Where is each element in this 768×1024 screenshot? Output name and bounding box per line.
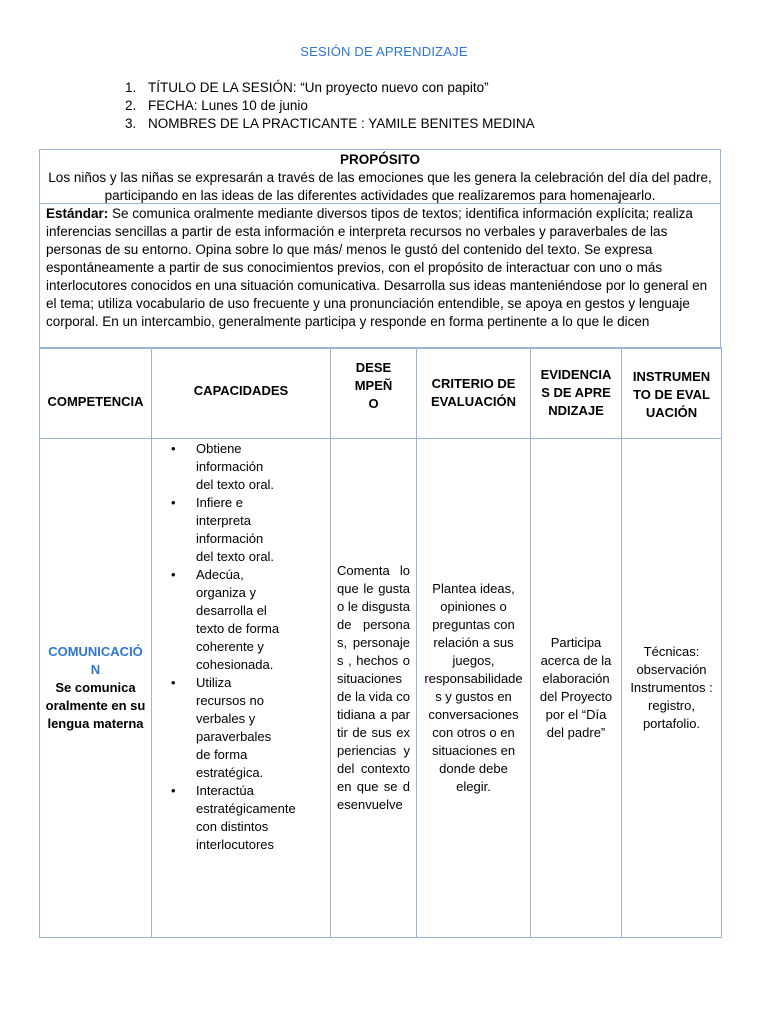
area-name: COMUNICACIÓN [48, 644, 143, 677]
evidencia-cell: Participa acerca de la elaboración del Proyecto por el “Día del padre” [531, 439, 622, 938]
competencia-text: Se comunica oralmente en su lengua materna [45, 680, 146, 731]
header-criterio: CRITERIO DE EVALUACIÓN [417, 348, 531, 439]
list-item: • Obtiene información del texto oral. [171, 440, 280, 494]
capacidades-list [153, 440, 329, 854]
instrumento-cell: Técnicas: observación Instrumentos : registro, portafolio. [622, 439, 722, 938]
purpose-text: Los niños y las niñas se expresarán a través de las emociones que les genera la celebración del día del padre, participando en las ideas de las diferentes actividades que realizaremos para homenajearlo. [48, 170, 712, 203]
header-competencia: COMPETENCIA [40, 348, 152, 439]
list-item: • Adecúa, organiza y desarrolla el texto de forma coherente y cohesionada. [171, 566, 280, 674]
table-header-row [40, 348, 722, 439]
session-title-item: 1. TÍTULO DE LA SESIÓN: “Un proyecto nuevo con papito” [125, 80, 489, 95]
session-date-item: 2. FECHA: Lunes 10 de junio [125, 98, 308, 113]
standard-text: Se comunica oralmente mediante diversos tipos de textos; identifica información explícita; realiza inferencias sencillas a partir de esta información e interpreta recursos no verbales y paraverbales de las personas de su entorno. Opina sobre lo que más/ menos le gustó del contenido del texto. Se expresa espontáneamente a partir de sus conocimientos previos, con el propósito de interactuar con uno o más interlocutores conocidos en una situación comunicativa. Desarrolla sus ideas manteniéndose por lo general en el tema; utiliza vocabulario de uso frecuente y una pronunciación entendible, se apoya en gestos y lenguaje corporal. En un intercambio, generalmente participa y responde en forma pertinente a lo que le dicen [46, 206, 708, 329]
standard-label: Estándar: [46, 206, 109, 221]
header-instrumento: INSTRUMENTO DE EVALUACIÓN [622, 348, 722, 439]
header-evidencias: EVIDENCIAS DE APRENDIZAJE [531, 348, 622, 439]
competencia-cell [40, 439, 152, 938]
page-title: SESIÓN DE APRENDIZAJE [300, 44, 468, 59]
header-capacidades: CAPACIDADES [152, 348, 331, 439]
purpose-standard-box [39, 149, 721, 349]
criterio-cell: Plantea ideas, opiniones o preguntas con relación a sus juegos, responsabilidades y gustos en conversaciones con otros o en situaciones en donde debe elegir. [417, 439, 531, 938]
standard-section [40, 204, 720, 348]
session-info-list [125, 79, 535, 133]
practicante-name-item: 3. NOMBRES DE LA PRACTICANTE : YAMILE BENITES MEDINA [125, 116, 535, 131]
desempeno-cell: Comenta lo que le gusta o le disgusta de personas, personajes , hechos o situaciones de la vida cotidiana a partir de sus experiencias y del contexto en que se desenvuelve [331, 439, 417, 938]
list-item: • Utiliza recursos no verbales y paraverbales de forma estratégica. [171, 674, 280, 782]
purpose-section [40, 150, 720, 204]
header-desempeno: DESEMPEÑO [331, 348, 417, 439]
capacidades-cell [152, 439, 331, 938]
table-row [40, 439, 722, 938]
list-item: • Infiere e interpreta información del texto oral. [171, 494, 280, 566]
purpose-heading: PROPÓSITO [339, 152, 421, 167]
list-item: • Interactúa estratégicamente con distintos interlocutores [171, 782, 280, 854]
competency-table [39, 347, 722, 938]
